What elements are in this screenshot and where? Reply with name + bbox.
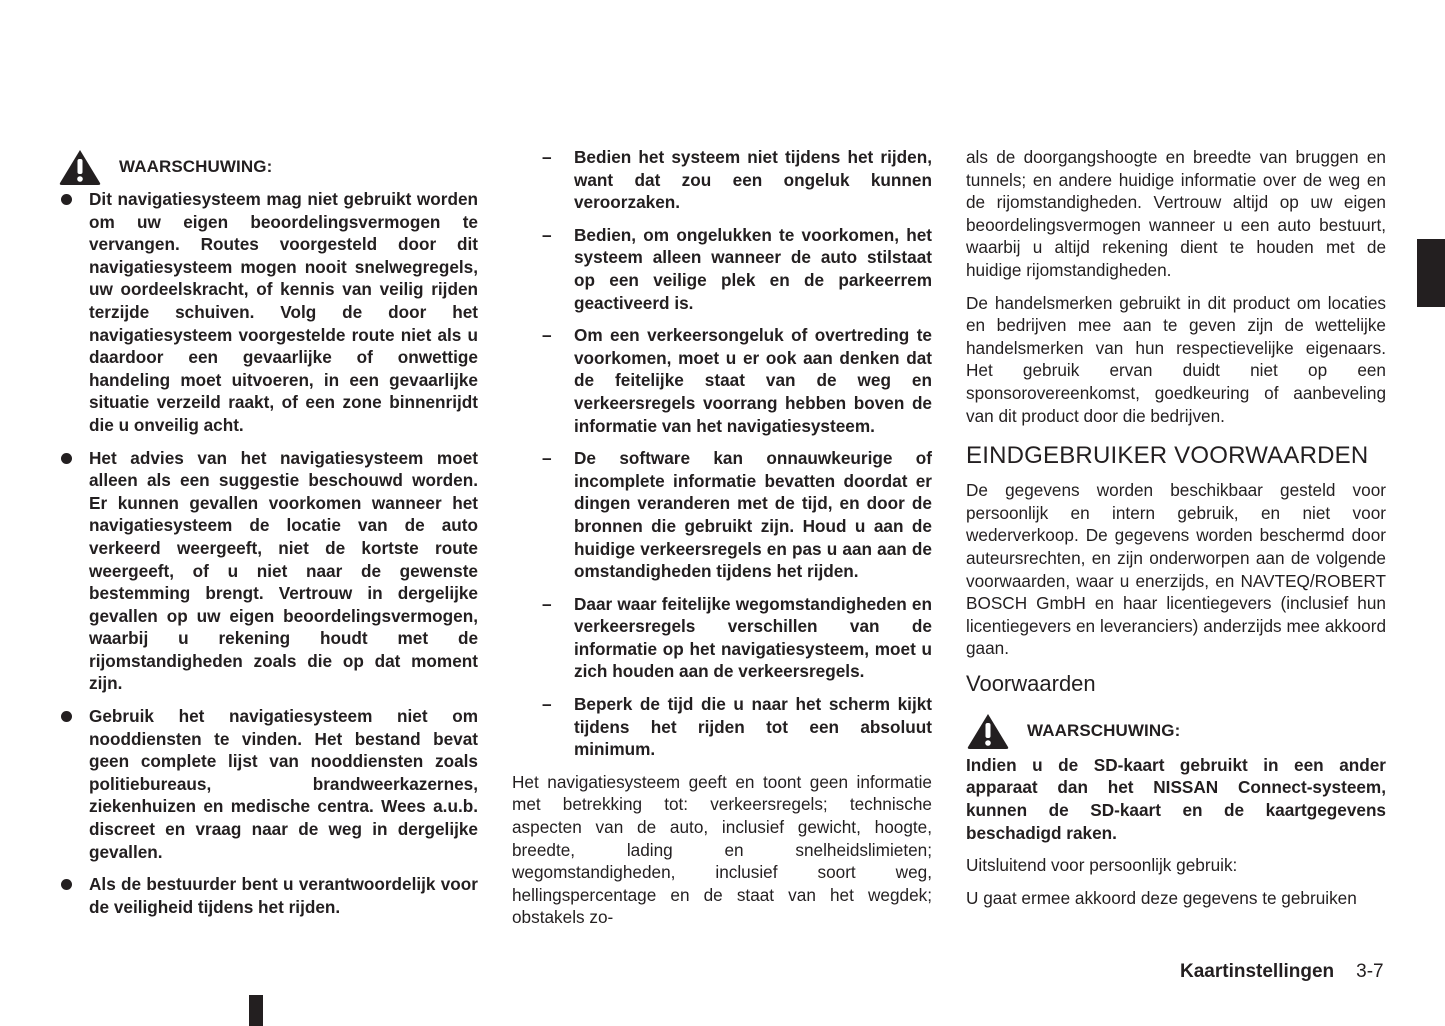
warning-header: [58, 146, 478, 188]
warning-triangle-icon: [58, 148, 102, 186]
page-footer: [1180, 961, 1384, 983]
dash-marker: –: [542, 593, 552, 614]
section-paragraph: De gegevens worden beschikbaar gesteld voor persoonlijk en intern gebruik, en niet voor wederverkoop. De gegevens worden beschermd door auteursrechten, en zijn onderworpen aan de volgende voorwaarden, waar u enerzijds, en NAVTEQ/ROBERT BOSCH GmbH en haar licentiegevers (inclusief hun licentiegevers en leveranciers) anderzijds mee akkoord gaan.: [966, 480, 1386, 659]
middle-column: [512, 146, 932, 939]
warning-text: Indien u de SD-kaart gebruikt in een ander apparaat dan het NISSAN Connect-systeem, kunnen de SD-kaart en de kaartgegevens beschadigd raken.: [966, 754, 1386, 843]
list-item: – Beperk de tijd die u naar het scherm kijkt tijdens het rijden tot een absoluut minimum.: [542, 694, 932, 760]
list-item: – Bedien het systeem niet tijdens het rijden, want dat zou een ongeluk kunnen veroorzaken.: [542, 147, 932, 213]
trademark-paragraph: De handelsmerken gebruikt in dit product om locaties en bedrijven mee aan te geven zijn de wettelijke handelsmerken van hun respectievelijke eigenaars. Het gebruik ervan duidt niet op een sponsorovereenkomst, goedkeuring of aanbeveling van dit product door die bedrijven.: [966, 292, 1386, 426]
info-paragraph-continued: als de doorgangshoogte en breedte van bruggen en tunnels; en andere huidige informatie over de weg en de rijomstandigheden. Vertrouw altijd op uw eigen beoordelingsvermogen wanneer u een auto bestuurt, waarbij u altijd rekening dient te houden met de huidige rijomstandigheden.: [966, 147, 1386, 280]
personal-use-text: Uitsluitend voor persoonlijk gebruik:: [966, 855, 1238, 876]
info-paragraph: Het navigatiesysteem geeft en toont geen informatie met betrekking tot: verkeersregels; technische aspecten van de auto, inclusief gewicht, hoogte, breedte, lading en snelheidslimieten; wegomstandigheden, inclusief soort weg, hellingspercentage en de staat van het wegdek; obstakels zo-: [512, 771, 932, 928]
list-item: Gebruik het navigatiesysteem niet om nooddiensten te vinden. Het bestand bevat geen complete lijst van nooddiensten zoals politiebureaus, brandweerkazernes, ziekenhuizen en medische centra. Wees a.u.b. discreet en vraag naar de weg in dergelijke gevallen.: [58, 705, 478, 863]
chapter-tab-marker: [1417, 239, 1445, 307]
bullet-icon: [61, 711, 72, 722]
dash-marker: –: [542, 325, 552, 346]
list-item: Het advies van het navigatiesysteem moet alleen als een suggestie beschouwd worden. Er kunnen gevallen voorkomen wanneer het navigatiesysteem de locatie van de auto verkeerd weergeeft, niet de kortste route weergeeft, of u niet naar de gewenste bestemming brengt. Vertrouw in dergelijke gevallen op uw eigen beoordelingsvermogen, waarbij u rekening houdt met de rijomstandigheden zoals die op dat moment zijn.: [58, 447, 478, 696]
right-column: [966, 146, 1386, 919]
list-item: Als de bestuurder bent u verantwoordelijk voor de veiligheid tijdens het rijden.: [58, 873, 478, 918]
section-heading: EINDGEBRUIKER VOORWAARDEN: [966, 442, 1369, 470]
bullet-icon: [61, 879, 72, 890]
list-item: – Om een verkeersongeluk of overtreding te voorkomen, moet u er ook aan denken dat de feitelijke staat van de weg en verkeersregels voorrang hebben boven de informatie van het navigatiesysteem.: [542, 325, 932, 436]
list-item: – Daar waar feitelijke wegomstandigheden en verkeersregels verschillen van de informatie op het navigatiesysteem, moet u zich houden aan de verkeersregels.: [542, 593, 932, 682]
warning-bullet-list: [58, 188, 478, 918]
page-number: 3-7: [1356, 961, 1384, 982]
list-item: – Bedien, om ongelukken te voorkomen, het systeem alleen wanneer de auto stilstaat op een veilige plek en de parkeerrem geactiveerd is.: [542, 224, 932, 313]
bottom-edge-marker: [249, 995, 263, 1026]
warning-dash-list: [512, 146, 932, 761]
bullet-icon: [61, 453, 72, 464]
warning-title: WAARSCHUWING:: [119, 157, 273, 176]
agreement-text: U gaat ermee akkoord deze gegevens te gebruiken: [966, 887, 1357, 908]
dash-marker: –: [542, 147, 552, 167]
bullet-icon: [61, 194, 72, 205]
warning-triangle-icon: [966, 712, 1010, 750]
subheading: Voorwaarden: [966, 670, 1096, 696]
list-item: – De software kan onnauwkeurige of incomplete informatie bevatten doordat er dingen veranderen met de tijd, en door de bronnen die gebruikt zijn. Houd u aan de huidige verkeersregels en pas u aan aan de omstandigheden tijdens het rijden.: [542, 448, 932, 582]
dash-marker: –: [542, 694, 552, 715]
warning-header: [966, 710, 1386, 752]
dash-marker: –: [542, 224, 552, 245]
warning-title: WAARSCHUWING:: [1027, 720, 1181, 740]
dash-marker: –: [542, 448, 552, 469]
list-item: Dit navigatiesysteem mag niet gebruikt worden om uw eigen beoordelingsvermogen te vervangen. Routes voorgesteld door dit navigatiesysteem mogen nooit snelwegregels, uw oordeelskracht, of kennis van veilig rijden terzijde schuiven. Volg de door het navigatiesysteem voorgestelde route niet als u daardoor een gevaarlijke of onwettige handeling moet uitvoeren, in een gevaarlijke situatie verzeild raakt, of een zone binnenrijdt die u onveilig acht.: [58, 188, 478, 437]
chapter-title: Kaartinstellingen: [1180, 961, 1335, 982]
left-column: [58, 146, 478, 928]
